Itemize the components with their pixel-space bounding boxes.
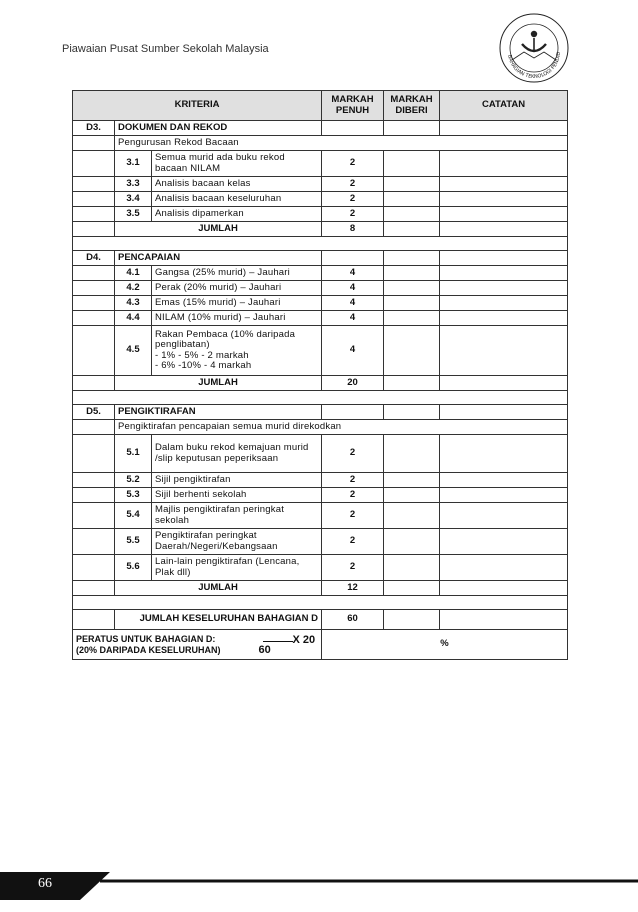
- item-note: [440, 207, 568, 222]
- criteria-item-row: [73, 503, 568, 529]
- item-number: 5.5: [126, 535, 140, 547]
- item-number: 4.3: [126, 296, 140, 308]
- item-note: [440, 435, 568, 473]
- item-text: Gangsa (25% murid) – Jauhari: [155, 266, 290, 278]
- item-number: 5.3: [126, 488, 140, 500]
- formula-denominator: 60: [258, 643, 271, 656]
- item-text: Rakan Pembaca (10% daripada penglibatan): [155, 328, 296, 350]
- item-given-mark: [384, 529, 440, 555]
- item-note: [440, 529, 568, 555]
- item-extra-line: - 1% - 5% - 2 markah: [155, 349, 249, 361]
- item-text: Semua murid ada buku rekod bacaan NILAM: [155, 152, 285, 174]
- criteria-item-row: [73, 311, 568, 326]
- item-text: Emas (15% murid) – Jauhari: [155, 296, 281, 308]
- item-number: 3.3: [126, 177, 140, 189]
- item-number: 4.4: [126, 311, 140, 323]
- section-subtitle: Pengiktirafan pencapaian semua murid direkodkan: [118, 420, 342, 432]
- item-max-mark: 2: [349, 535, 356, 547]
- item-note: [440, 488, 568, 503]
- fraction-line: [263, 641, 293, 642]
- item-max-mark: 4: [349, 281, 356, 293]
- item-text: Dalam buku rekod kemajuan murid /slip keputusan peperiksaan: [155, 442, 309, 464]
- criteria-item-row: [73, 555, 568, 581]
- header-markah-diberi: MARKAH DIBERI: [384, 91, 440, 121]
- criteria-item-row: [73, 296, 568, 311]
- spacer-row: [73, 596, 568, 610]
- item-given-mark: [384, 555, 440, 581]
- section-total-label: JUMLAH: [198, 581, 238, 593]
- item-number: 3.1: [126, 157, 140, 169]
- criteria-item-row: [73, 281, 568, 296]
- table-header-row: [73, 91, 568, 121]
- percent-row: [73, 630, 568, 660]
- item-text: NILAM (10% murid) – Jauhari: [155, 311, 286, 323]
- section-total-row: [73, 581, 568, 596]
- grand-total-value: 60: [347, 613, 358, 625]
- item-note: [440, 296, 568, 311]
- item-max-mark: 2: [349, 207, 356, 219]
- item-max-mark: 2: [349, 561, 356, 573]
- item-max-mark: 2: [349, 192, 356, 204]
- item-number: 5.4: [126, 509, 140, 521]
- item-number: 5.2: [126, 473, 140, 485]
- item-given-mark: [384, 192, 440, 207]
- percent-sign: %: [440, 638, 449, 650]
- section-total-label: JUMLAH: [198, 376, 238, 388]
- section-subtitle-row: [73, 420, 568, 435]
- item-given-mark: [384, 488, 440, 503]
- item-number: 5.1: [126, 447, 140, 459]
- item-given-mark: [384, 177, 440, 192]
- item-note: [440, 266, 568, 281]
- item-text: Lain-lain pengiktirafan (Lencana, Plak dll): [155, 556, 300, 578]
- header-markah-penuh: MARKAH PENUH: [322, 91, 384, 121]
- item-number: 5.6: [126, 561, 140, 573]
- item-given-mark: [384, 473, 440, 488]
- item-note: [440, 177, 568, 192]
- item-max-mark: 2: [349, 488, 356, 500]
- percent-label: PERATUS UNTUK BAHAGIAN D:: [76, 634, 216, 644]
- spacer-row: [73, 391, 568, 405]
- percent-sublabel: (20% DARIPADA KESELURUHAN): [76, 644, 221, 655]
- item-number: 4.2: [126, 281, 140, 293]
- section-title: PENCAPAIAN: [118, 251, 181, 263]
- section-total-label: JUMLAH: [198, 222, 238, 234]
- criteria-item-row: [73, 177, 568, 192]
- item-given-mark: [384, 503, 440, 529]
- item-text: Analisis bacaan keseluruhan: [155, 192, 282, 204]
- header-kriteria: KRITERIA: [73, 91, 322, 121]
- logo-text: BAHAGIAN TEKNOLOGI PENDID: [506, 51, 563, 81]
- item-note: [440, 192, 568, 207]
- criteria-item-row: [73, 529, 568, 555]
- criteria-item-row: [73, 266, 568, 281]
- section-code: D3.: [86, 121, 101, 133]
- assessment-table: [72, 90, 568, 660]
- section-code: D5.: [86, 405, 101, 417]
- item-number: 3.5: [126, 207, 140, 219]
- item-max-mark: 4: [349, 344, 356, 356]
- item-note: [440, 473, 568, 488]
- item-max-mark: 2: [349, 177, 356, 189]
- footer-band: [0, 872, 638, 900]
- item-given-mark: [384, 151, 440, 177]
- item-max-mark: 4: [349, 296, 356, 308]
- item-note: [440, 281, 568, 296]
- item-max-mark: 4: [349, 311, 356, 323]
- section-total-value: 20: [347, 376, 358, 388]
- grand-total-label: JUMLAH KESELURUHAN BAHAGIAN D: [139, 613, 319, 625]
- item-text: Majlis pengiktirafan peringkat sekolah: [155, 504, 285, 526]
- criteria-item-row: [73, 326, 568, 376]
- criteria-item-row: [73, 192, 568, 207]
- item-note: [440, 555, 568, 581]
- item-text: Sijil pengiktirafan: [155, 473, 231, 485]
- section-title: PENGIKTIRAFAN: [118, 405, 196, 417]
- item-given-mark: [384, 435, 440, 473]
- section-title-row: [73, 405, 568, 420]
- item-max-mark: 2: [349, 447, 356, 459]
- section-title: DOKUMEN DAN REKOD: [118, 121, 228, 133]
- item-text: Analisis bacaan kelas: [155, 177, 251, 189]
- item-max-mark: 4: [349, 266, 356, 278]
- item-note: [440, 503, 568, 529]
- page-number: 66: [38, 876, 52, 891]
- section-total-value: 12: [347, 581, 358, 593]
- item-note: [440, 326, 568, 376]
- section-subtitle-row: [73, 136, 568, 151]
- criteria-item-row: [73, 473, 568, 488]
- item-extra-line: - 6% -10% - 4 markah: [155, 360, 252, 371]
- item-text: Sijil berhenti sekolah: [155, 488, 247, 500]
- item-note: [440, 151, 568, 177]
- item-given-mark: [384, 266, 440, 281]
- item-text: Analisis dipamerkan: [155, 207, 244, 219]
- item-given-mark: [384, 207, 440, 222]
- item-max-mark: 2: [349, 509, 356, 521]
- criteria-item-row: [73, 435, 568, 473]
- item-max-mark: 2: [349, 473, 356, 485]
- section-total-row: [73, 222, 568, 237]
- item-given-mark: [384, 326, 440, 376]
- item-number: 4.5: [126, 344, 140, 356]
- criteria-item-row: [73, 151, 568, 177]
- item-max-mark: 2: [349, 157, 356, 169]
- item-text: Pengiktirafan peringkat Daerah/Negeri/Kebangsaan: [155, 530, 278, 552]
- grand-total-row: [73, 610, 568, 630]
- header-catatan: CATATAN: [440, 91, 568, 121]
- criteria-item-row: [73, 207, 568, 222]
- item-given-mark: [384, 281, 440, 296]
- section-title-row: [73, 121, 568, 136]
- section-total-value: 8: [349, 222, 356, 234]
- formula-multiplier: X 20: [292, 633, 316, 646]
- ministry-logo: [498, 12, 570, 84]
- item-given-mark: [384, 296, 440, 311]
- section-total-row: [73, 376, 568, 391]
- item-number: 3.4: [126, 192, 140, 204]
- item-given-mark: [384, 311, 440, 326]
- section-title-row: [73, 251, 568, 266]
- item-note: [440, 311, 568, 326]
- criteria-item-row: [73, 488, 568, 503]
- section-code: D4.: [86, 251, 101, 263]
- item-text: Perak (20% murid) – Jauhari: [155, 281, 282, 293]
- item-number: 4.1: [126, 266, 140, 278]
- section-subtitle: Pengurusan Rekod Bacaan: [118, 136, 239, 148]
- spacer-row: [73, 237, 568, 251]
- running-header: Piawaian Pusat Sumber Sekolah Malaysia: [62, 43, 269, 55]
